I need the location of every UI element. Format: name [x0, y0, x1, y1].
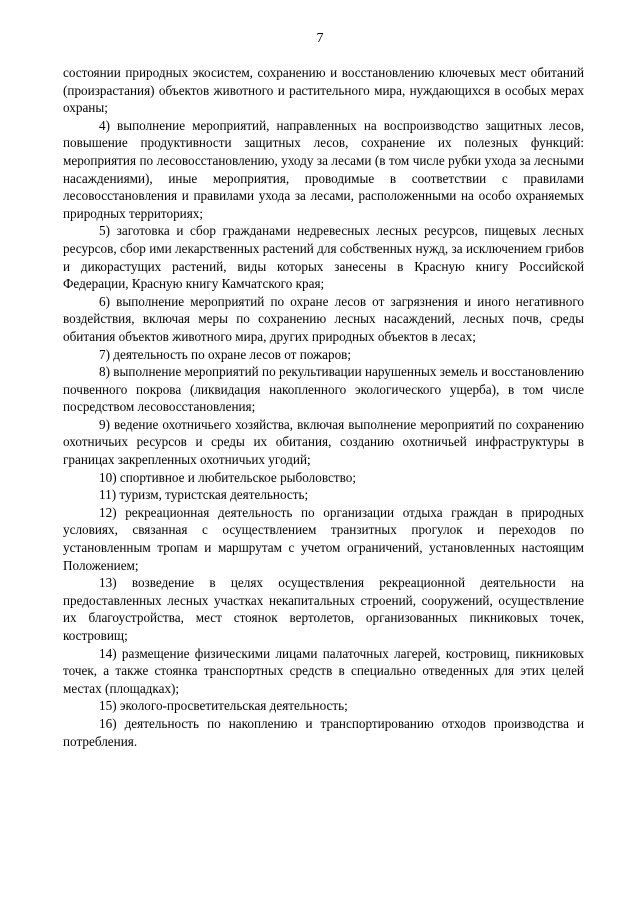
list-item-5: 5) заготовка и сбор гражданами недревесных лесных ресурсов, пищевых лесных ресурсов, сбор ими лекарственных растений для собственных нужд, за исключением грибов и дикорастущих растений, виды которых занесены в Красную книгу Российской Федерации, Красную книгу Камчатского края; — [63, 223, 584, 292]
list-item-9: 9) ведение охотничьего хозяйства, включая выполнение мероприятий по сохранению охотничьих ресурсов и среды их обитания, созданию охотничьей инфраструктуры в границах закрепленных охотничьих угодий; — [63, 416, 584, 468]
list-item-6: 6) выполнение мероприятий по охране лесов от загрязнения и иного негативного воздействия, включая меры по сохранению лесных насаждений, лесных почв, среды обитания объектов животного мира, других природных объектов в лесах; — [63, 293, 584, 344]
list-item-14: 14) размещение физическими лицами палаточных лагерей, костровищ, пикниковых точек, а также стоянка транспортных средств в специально отведенных для этих целей местах (площадках); — [63, 645, 584, 696]
document-body — [63, 64, 584, 750]
list-item-12: 12) рекреационная деятельность по организации отдыха граждан в природных условиях, связанная с осуществлением транзитных прогулок и переходов по установленным тропам и маршрутам с учетом ограничений, установленных настоящим Положением; — [63, 504, 584, 573]
list-item-7: 7) деятельность по охране лесов от пожаров; — [99, 346, 352, 362]
page-number: 7 — [316, 31, 324, 46]
list-item-10: 10) спортивное и любительское рыболовство; — [99, 469, 356, 485]
list-item-11: 11) туризм, туристская деятельность; — [99, 487, 309, 503]
list-item-8: 8) выполнение мероприятий по рекультивации нарушенных земель и восстановлению почвенного покрова (ликвидация накопленного экологического ущерба), в том числе посредством лесовосстановления; — [63, 364, 584, 415]
list-item-4: 4) выполнение мероприятий, направленных на воспроизводство защитных лесов, повышение продуктивности защитных лесов, сохранение их полезных функций: мероприятия по лесовосстановлению, уходу за лесами (в том числе рубки ухода за лесными насаждениями), иные мероприятия, проводимые в соответствии с правилами лесовосстановления и правилами ухода за лесами, расположенными на особо охраняемых природных территориях; — [63, 117, 584, 221]
list-item-15: 15) эколого-просветительская деятельность; — [99, 698, 348, 714]
list-item-16: 16) деятельность по накоплению и транспортированию отходов производства и потребления. — [63, 715, 584, 749]
list-item-13: 13) возведение в целях осуществления рекреационной деятельности на предоставленных лесных участках некапитальных строений, сооружений, осуществление их благоустройства, мест стоянок вертолетов, организованных пикниковых точек, костровищ; — [63, 575, 584, 643]
paragraph-continuation: состоянии природных экосистем, сохранению и восстановлению ключевых мест обитаний (произрастания) объектов животного и растительного мира, нуждающихся в особых мерах охраны; — [63, 65, 584, 116]
